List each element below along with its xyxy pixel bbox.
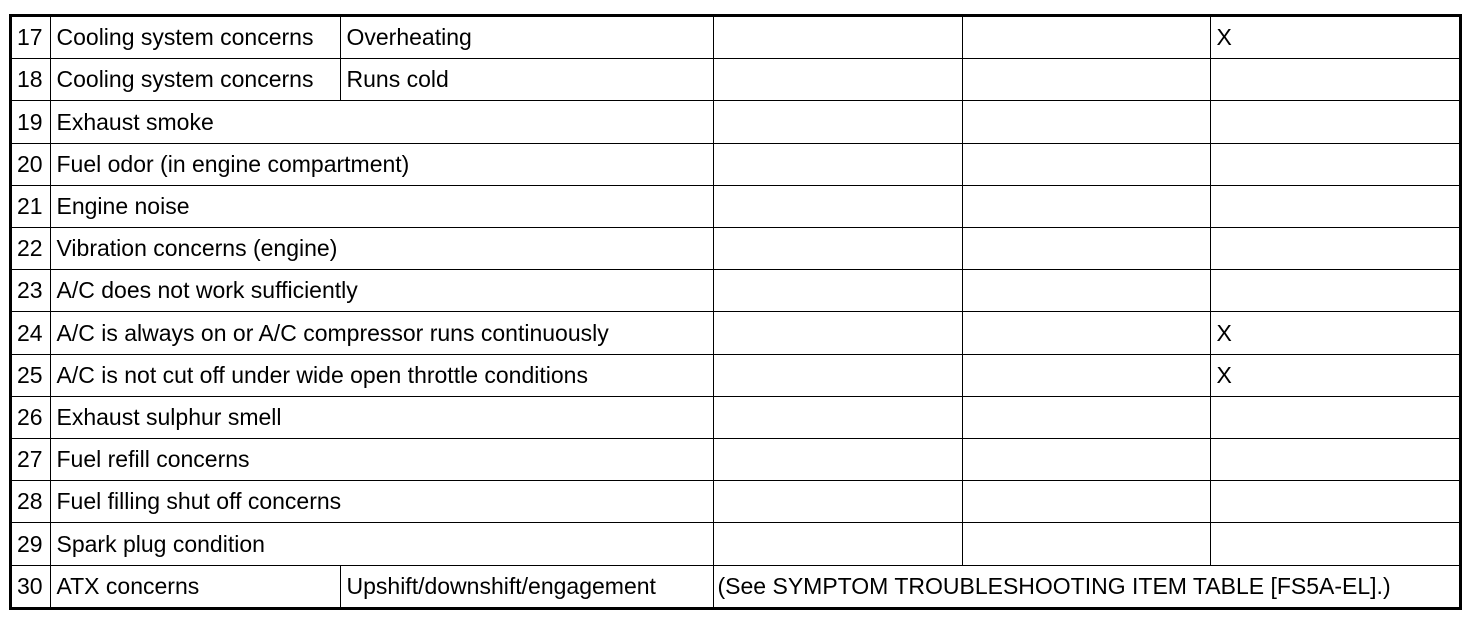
detail-cell: Upshift/downshift/engagement (340, 565, 713, 607)
table-row (12, 59, 1459, 101)
check-cell-a (713, 228, 962, 270)
reference-note: (See SYMPTOM TROUBLESHOOTING ITEM TABLE [FS5A-EL].) (713, 565, 1459, 607)
row-number: 27 (12, 439, 50, 481)
check-cell-b (962, 228, 1210, 270)
row-number: 22 (12, 228, 50, 270)
check-cell-b (962, 143, 1210, 185)
symptom-cell: Spark plug condition (50, 523, 713, 565)
symptom-cell: Exhaust smoke (50, 101, 713, 143)
symptom-cell: Cooling system concerns (50, 59, 340, 101)
check-cell-c (1210, 59, 1459, 101)
symptom-cell: A/C is always on or A/C compressor runs continuously (50, 312, 713, 354)
check-cell-a (713, 312, 962, 354)
table-row (12, 228, 1459, 270)
check-cell-b (962, 481, 1210, 523)
check-cell-b (962, 354, 1210, 396)
symptom-cell: A/C does not work sufficiently (50, 270, 713, 312)
symptom-cell: Fuel filling shut off concerns (50, 481, 713, 523)
check-cell-a (713, 59, 962, 101)
check-cell-a (713, 481, 962, 523)
symptom-cell: ATX concerns (50, 565, 340, 607)
table-row (12, 565, 1459, 607)
check-cell-c (1210, 396, 1459, 438)
check-cell-c (1210, 270, 1459, 312)
row-number: 30 (12, 565, 50, 607)
detail-cell: Runs cold (340, 59, 713, 101)
check-cell-c (1210, 439, 1459, 481)
symptom-cell: Vibration concerns (engine) (50, 228, 713, 270)
table-row (12, 143, 1459, 185)
check-cell-a (713, 439, 962, 481)
check-cell-a (713, 101, 962, 143)
check-cell-c: X (1210, 354, 1459, 396)
check-cell-b (962, 270, 1210, 312)
table-row (12, 439, 1459, 481)
row-number: 21 (12, 185, 50, 227)
check-cell-b (962, 312, 1210, 354)
symptom-cell: Fuel odor (in engine compartment) (50, 143, 713, 185)
check-cell-b (962, 185, 1210, 227)
row-number: 20 (12, 143, 50, 185)
check-cell-b (962, 17, 1210, 59)
table-row (12, 481, 1459, 523)
symptom-cell: Engine noise (50, 185, 713, 227)
symptom-cell: Cooling system concerns (50, 17, 340, 59)
check-cell-c (1210, 481, 1459, 523)
check-cell-a (713, 270, 962, 312)
row-number: 19 (12, 101, 50, 143)
check-cell-c (1210, 523, 1459, 565)
table-row (12, 354, 1459, 396)
check-cell-a (713, 396, 962, 438)
check-cell-a (713, 143, 962, 185)
check-cell-a (713, 354, 962, 396)
symptom-cell: Exhaust sulphur smell (50, 396, 713, 438)
table-row (12, 270, 1459, 312)
table-row (12, 17, 1459, 59)
check-cell-c (1210, 143, 1459, 185)
check-cell-a (713, 185, 962, 227)
symptom-table (12, 17, 1459, 607)
row-number: 24 (12, 312, 50, 354)
symptom-cell: A/C is not cut off under wide open throttle conditions (50, 354, 713, 396)
row-number: 26 (12, 396, 50, 438)
symptom-table-frame (9, 14, 1462, 610)
check-cell-a (713, 523, 962, 565)
check-cell-b (962, 101, 1210, 143)
check-cell-b (962, 523, 1210, 565)
check-cell-c (1210, 228, 1459, 270)
check-cell-c (1210, 101, 1459, 143)
row-number: 17 (12, 17, 50, 59)
check-cell-b (962, 439, 1210, 481)
table-row (12, 185, 1459, 227)
row-number: 18 (12, 59, 50, 101)
row-number: 23 (12, 270, 50, 312)
symptom-cell: Fuel refill concerns (50, 439, 713, 481)
check-cell-c (1210, 185, 1459, 227)
table-row (12, 523, 1459, 565)
table-row (12, 101, 1459, 143)
table-row (12, 396, 1459, 438)
row-number: 29 (12, 523, 50, 565)
check-cell-b (962, 59, 1210, 101)
table-row (12, 312, 1459, 354)
check-cell-c: X (1210, 312, 1459, 354)
row-number: 28 (12, 481, 50, 523)
check-cell-c: X (1210, 17, 1459, 59)
row-number: 25 (12, 354, 50, 396)
check-cell-b (962, 396, 1210, 438)
detail-cell: Overheating (340, 17, 713, 59)
check-cell-a (713, 17, 962, 59)
